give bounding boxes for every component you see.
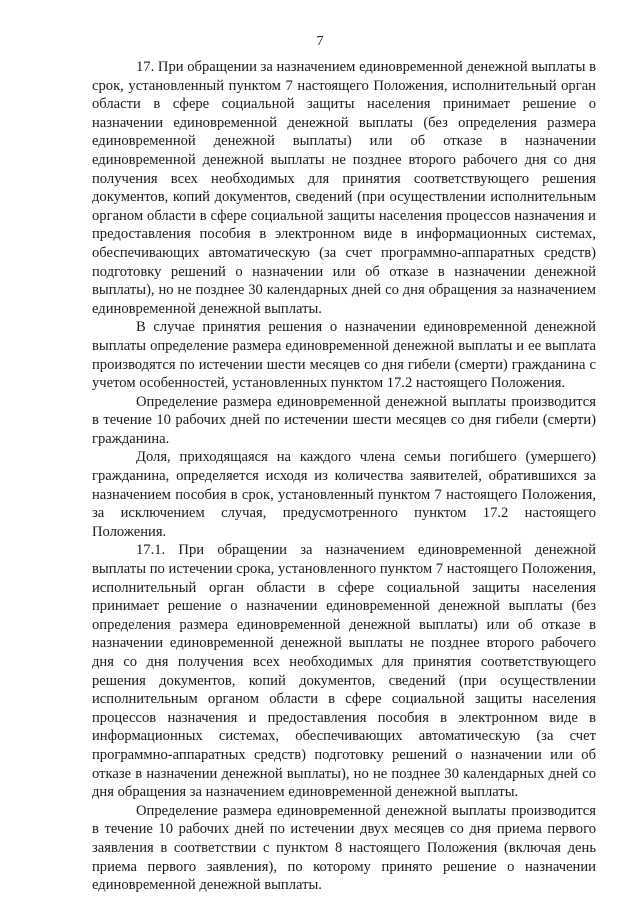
paragraph-amount-determination-late: Определение размера единовременной денежной выплаты производится в течение 10 рабочих дней по истечении двух месяцев со дня приема первого заявления в соответствии с пунктом 8 настоящего Положения (включая день приема первого заявления), по которому принято решение о назначении единовременной денежной выплаты. <box>92 802 596 894</box>
paragraph-family-share: Доля, приходящаяся на каждого члена семьи погибшего (умершего) гражданина, определяется исходя из количества заявителей, обратившихся за назначением пособия в срок, установленный пунктом 7 настоящего Положения, за исключением случая, предусмотренного пунктом 17.2 настоящего Положения. <box>92 449 596 540</box>
paragraph-17: 17. При обращении за назначением единовременной денежной выплаты в срок, установленный пунктом 7 настоящего Положения, исполнительный орган области в сфере социальной защиты населения принимает решение о назначении единовременной денежной выплаты (без определения размера единовременной денежной выплаты) или об отказе в назначении единовременной денежной выплаты не позднее второго рабочего дня со дня получения всех необходимых для принятия соответствующего решения документов, копий документов, сведений (при осуществлении исполнительным органом области в сфере социальной защиты населения процессов назначения и предоставления пособия в электронном виде в информационных системах, обеспечивающих автоматическую (за счет программно-аппаратных средств) подготовку решений о назначении или об отказе в назначении денежной выплаты), но не позднее 30 календарных дней со дня обращения за назначением единовременной денежной выплаты. <box>92 59 596 317</box>
paragraph-amount-determination: Определение размера единовременной денежной выплаты производится в течение 10 рабочих дней по истечении шести месяцев со дня гибели (смерти) гражданина. <box>92 393 596 447</box>
document-body <box>92 58 596 895</box>
page-number: 7 <box>316 34 324 49</box>
paragraph-payment-decision: В случае принятия решения о назначении единовременной денежной выплаты определение размера единовременной денежной выплаты и ее выплата производятся по истечении шести месяцев со дня гибели (смерти) гражданина с учетом особенностей, установленных пунктом 17.2 настоящего Положения. <box>92 319 596 392</box>
paragraph-17-1: 17.1. При обращении за назначением единовременной денежной выплаты по истечении срока, установленного пунктом 7 настоящего Положения, исполнительный орган области в сфере социальной защиты населения принимает решение о назначении единовременной денежной выплаты (без определения размера единовременной денежной выплаты) или об отказе в назначении единовременной денежной выплаты не позднее второго рабочего дня со дня получения всех необходимых для принятия соответствующего решения документов, копий документов, сведений (при осуществлении исполнительным органом области в сфере социальной защиты населения процессов назначения и предоставления пособия в электронном виде в информационных системах, обеспечивающих автоматическую (за счет программно-аппаратных средств) подготовку решений о назначении или об отказе в назначении денежной выплаты), но не позднее 30 календарных дней со дня обращения за назначением единовременной денежной выплаты. <box>92 542 596 801</box>
